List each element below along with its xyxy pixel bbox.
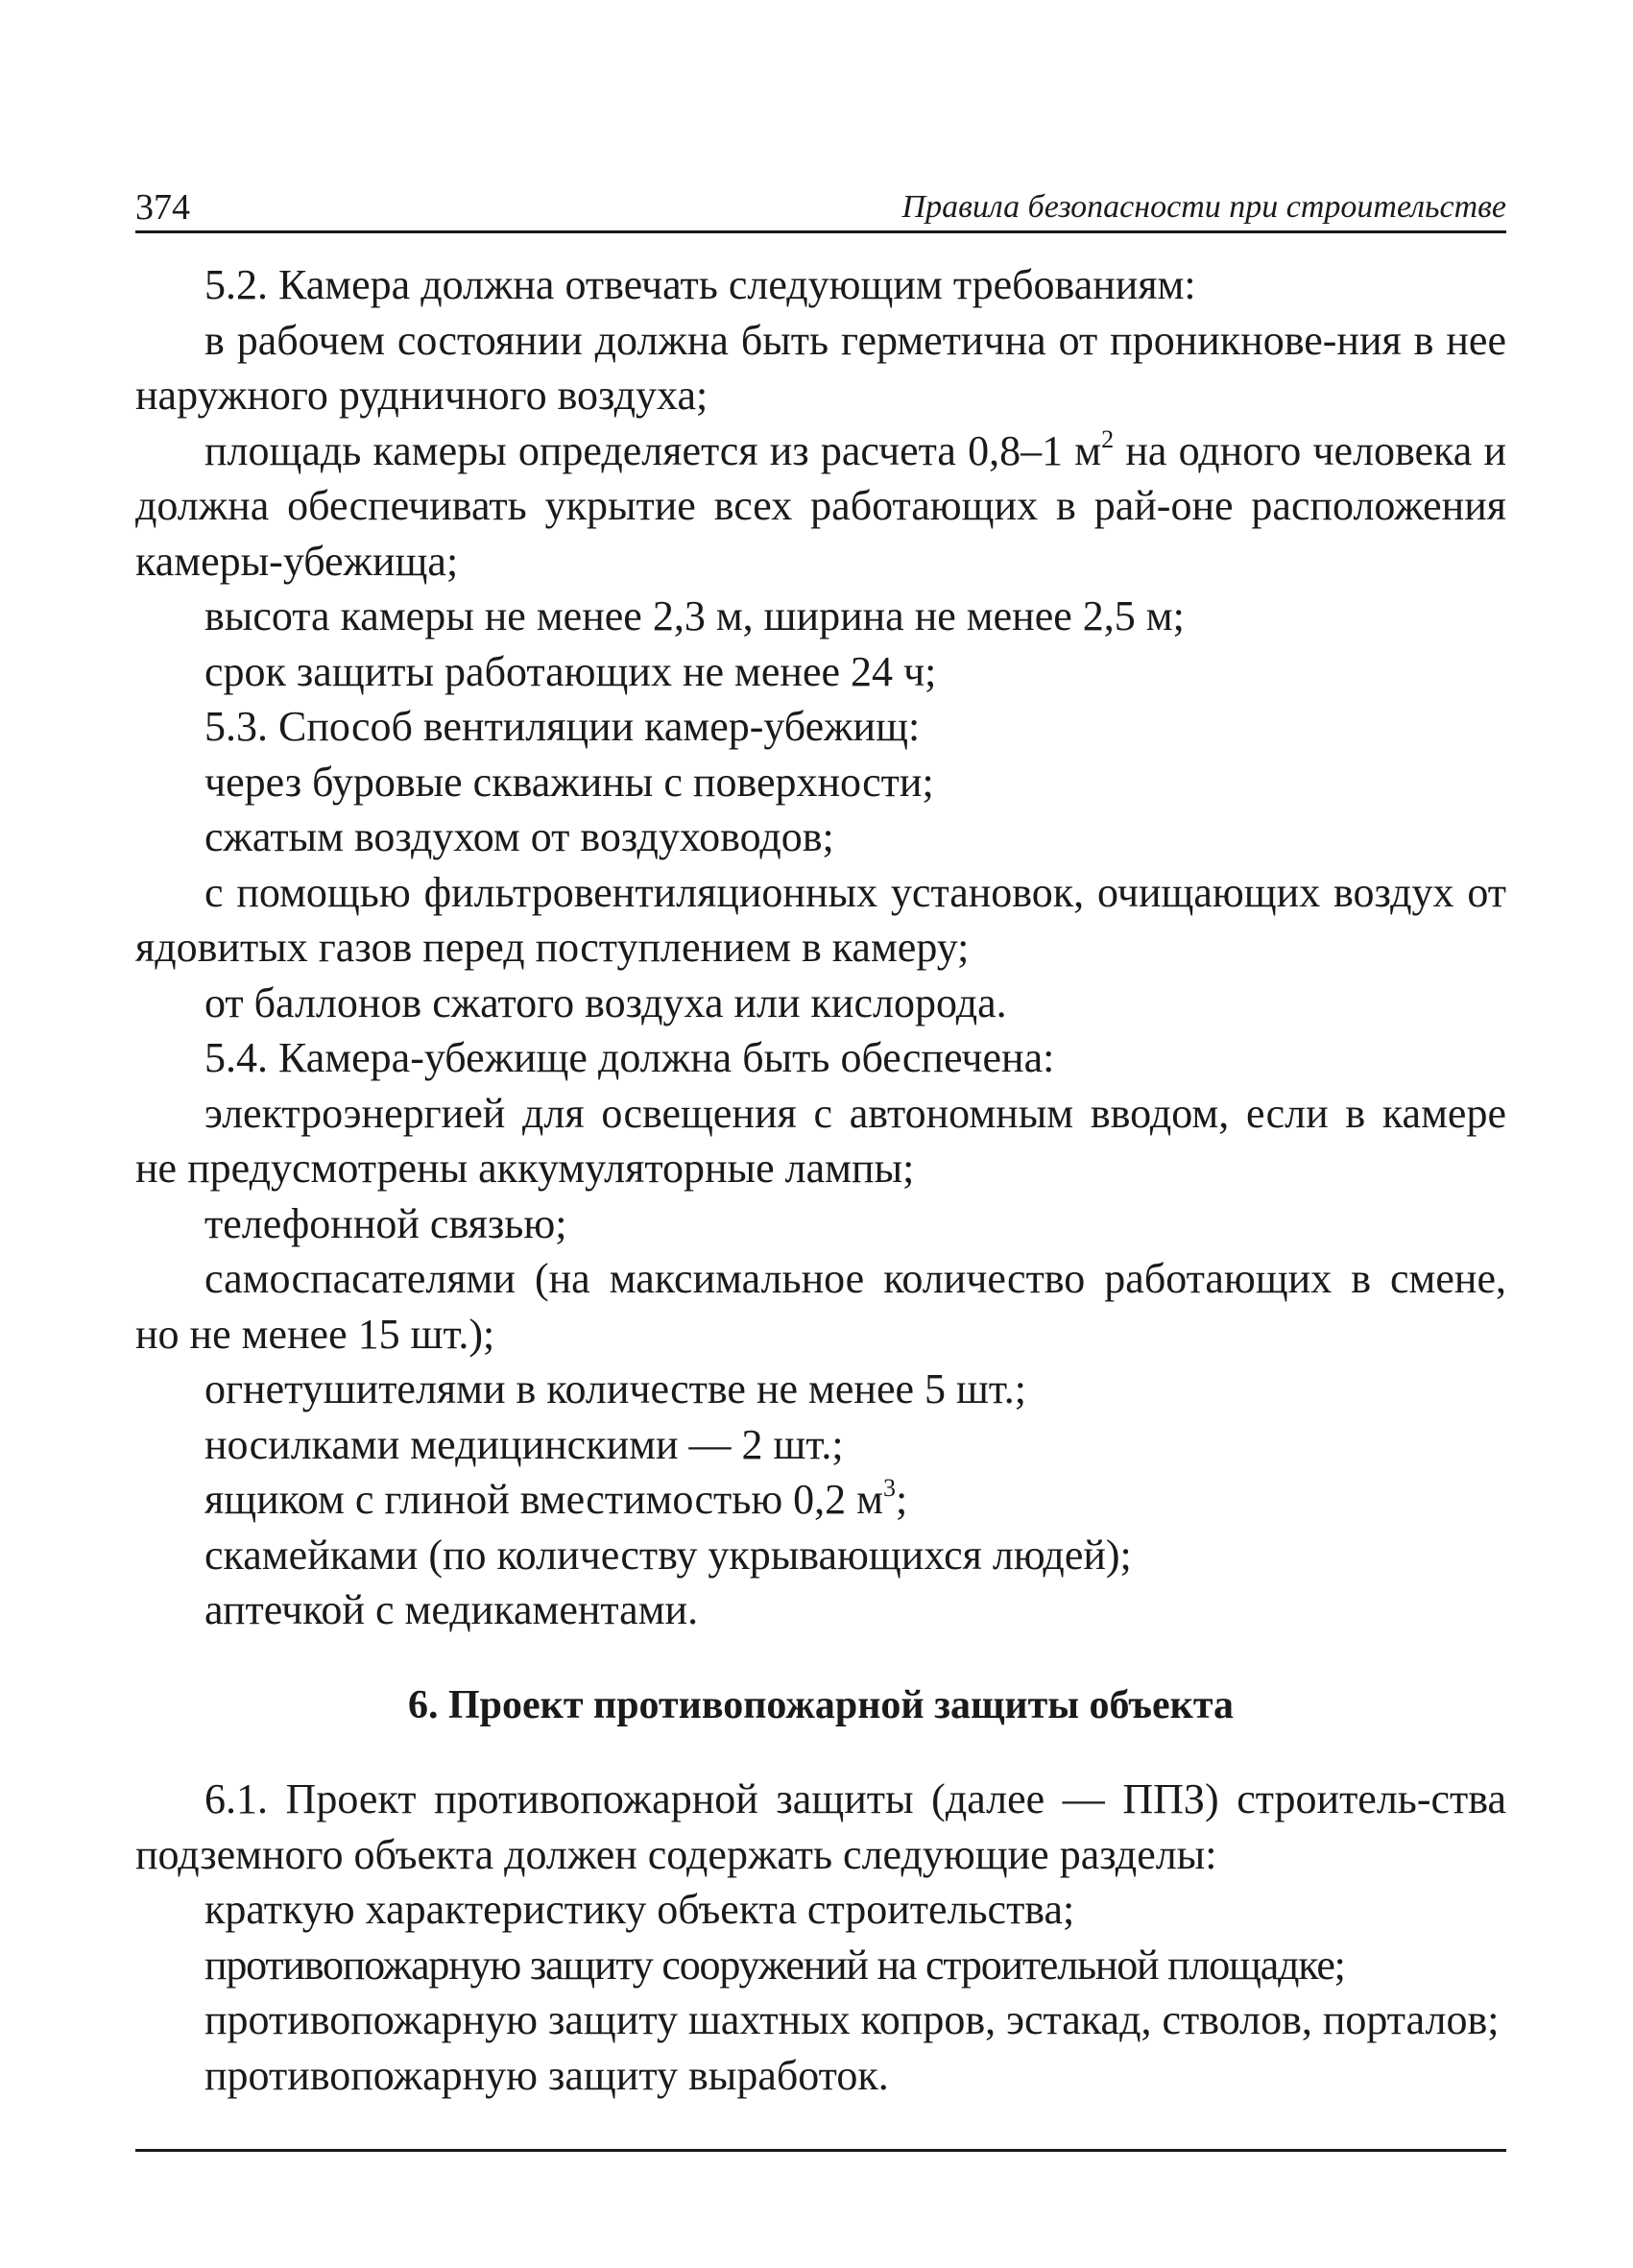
paragraph: аптечкой с медикаментами. (204, 1586, 699, 1633)
running-title: Правила безопасности при строительстве (901, 189, 1506, 225)
paragraph: срок защиты работающих не менее 24 ч; (204, 647, 937, 695)
paragraph: противопожарную защиту сооружений на строительной площадке; (204, 1941, 1345, 1989)
paragraph: краткую характеристику объекта строительства; (204, 1886, 1075, 1933)
paragraph: огнетушителями в количестве не менее 5 шт.; (204, 1365, 1027, 1412)
section-heading: 6. Проект противопожарной защиты объекта (408, 1682, 1234, 1727)
superscript: 3 (883, 1474, 897, 1502)
paragraph: с помощью фильтровентиляционных установок, очищающих воздух от ядовитых газов перед поступлением в камеру; (135, 868, 1506, 971)
paragraph: противопожарную защиту шахтных копров, эстакад, стволов, порталов; (204, 1996, 1500, 2043)
superscript: 2 (1101, 424, 1115, 453)
paragraph: телефонной связью; (204, 1199, 567, 1247)
paragraph: через буровые скважины с поверхности; (204, 758, 934, 806)
paragraph-text: площадь камеры определяется из расчета 0,8–1 м (204, 426, 1102, 474)
paragraph: самоспасателями (на максимальное количество работающих в смене, но не менее 15 шт.); (135, 1255, 1506, 1358)
paragraph: скамейками (по количеству укрывающихся людей); (204, 1531, 1132, 1579)
paragraph: 5.4. Камера-убежище должна быть обеспечена: (204, 1034, 1055, 1081)
paragraph: носилками медицинскими — 2 шт.; (204, 1420, 844, 1468)
paragraph: от баллонов сжатого воздуха или кислорода. (204, 978, 1007, 1026)
paragraph: сжатым воздухом от воздуховодов; (204, 813, 834, 860)
paragraph: 6.1. Проект противопожарной защиты (далее — ППЗ) строитель-ства подземного объекта должен содержать следующие разделы: (135, 1775, 1506, 1878)
page-number: 374 (135, 187, 190, 228)
page-header (135, 182, 1506, 233)
paragraph-with-superscript (135, 423, 1506, 590)
paragraph: в рабочем состоянии должна быть герметична от проникнове-ния в нее наружного рудничного воздуха; (135, 316, 1506, 419)
paragraph: 5.2. Камера должна отвечать следующим требованиям: (204, 261, 1196, 308)
paragraph-text: ящиком с глиной вместимостью 0,2 м (204, 1476, 884, 1523)
body-text (135, 257, 1506, 2103)
paragraph-text: ; (896, 1476, 908, 1523)
paragraph: электроэнергией для освещения с автономным вводом, если в камере не предусмотрены аккумуляторные лампы; (135, 1089, 1506, 1192)
paragraph-with-superscript (135, 1472, 1506, 1528)
paragraph-text: на одного человека и должна обеспечивать укрытие всех работающих в рай-оне расположения камеры-убежища; (135, 426, 1506, 585)
footer-rule (135, 2149, 1506, 2152)
paragraph: высота камеры не менее 2,3 м, ширина не менее 2,5 м; (204, 592, 1185, 639)
paragraph: 5.3. Способ вентиляции камер-убежищ: (204, 703, 921, 750)
paragraph: противопожарную защиту выработок. (204, 2051, 889, 2099)
